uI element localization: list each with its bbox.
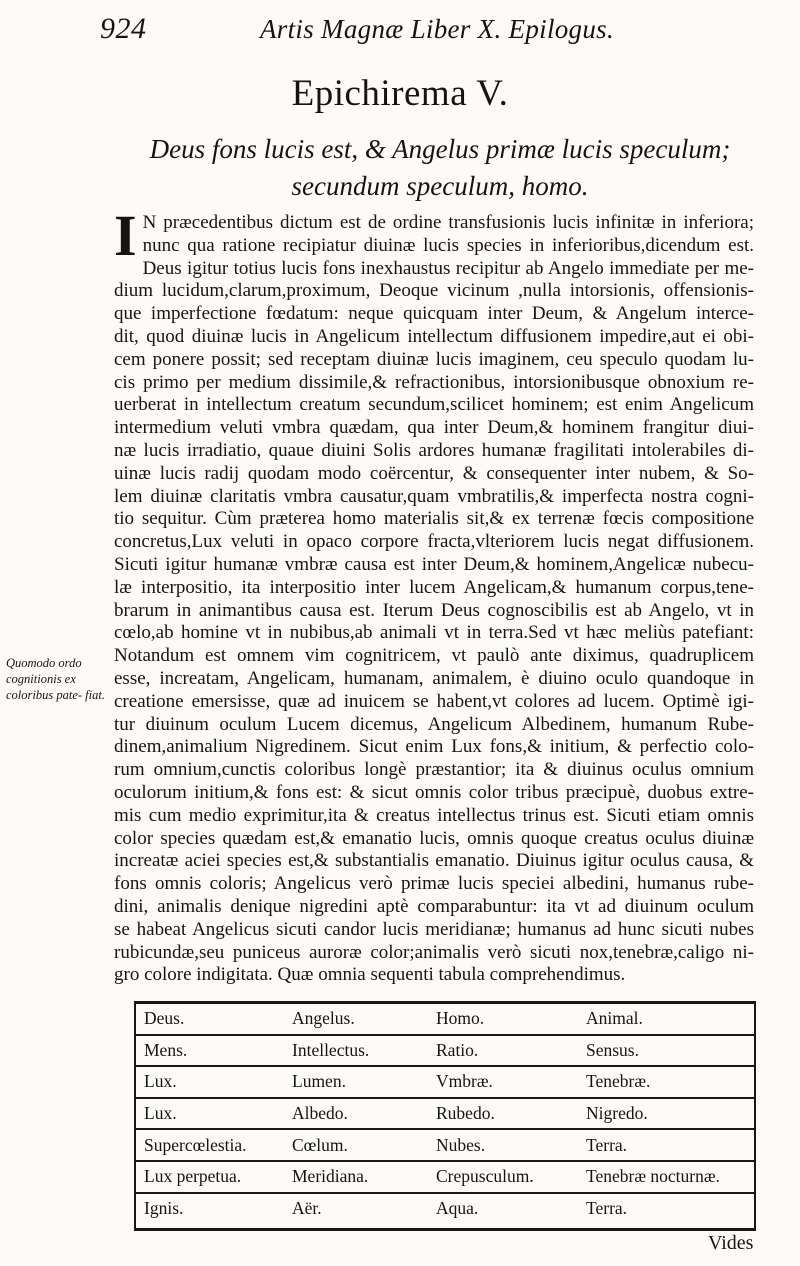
running-title: Artis Magnæ Liber X. Epilogus. [260, 14, 615, 44]
table-cell: Rubedo. [428, 1098, 578, 1130]
table-cell: Terra. [578, 1129, 754, 1161]
table-row [136, 1035, 754, 1067]
body-line: concretus,Lux veluti in opaco corpore fracta,vlteriorem lucis negat diffusionem. [114, 531, 754, 553]
table-cell: Nigredo. [578, 1098, 754, 1130]
table-cell: Nubes. [428, 1129, 578, 1161]
body-line: dinem,animalium Nigredinem. Sicut enim Lux fons,& initium, & perfectio colo- [114, 736, 754, 758]
body-line: color species quædam est,& emanatio lucis, omnis quoque creatus oculus diuinæ [114, 827, 754, 849]
table-cell: Lux. [136, 1066, 284, 1098]
table-row [136, 1004, 754, 1035]
table-cell: Terra. [586, 1197, 628, 1218]
chapter-title: Epichirema V. [291, 73, 509, 114]
table-cell: Supercœlestia. [136, 1129, 284, 1161]
table-cell: Aër. [292, 1197, 322, 1218]
body-line: cem ponere possit; sed receptam diuinæ lucis imaginem, ceu speculo quodam lu- [114, 348, 754, 370]
table-cell: Albedo. [284, 1098, 428, 1130]
body-line: cœlo,ab homine vt in nubibus,ab animali vt in terra.Sed vt hæc meliùs patefiant: [114, 622, 754, 644]
body-line: uerberat in intellectum creatum secundum,scilicet hominem; est enim Angelicum [114, 394, 754, 416]
table-cell: Tenebræ nocturnæ. [578, 1161, 754, 1193]
drop-cap: I [114, 203, 137, 268]
body-line: rubicundæ,seu puniceus auroræ color;animalis verò sicuti nox,tenebræ,caligo ni- [114, 941, 754, 963]
table-cell: Crepusculum. [428, 1161, 578, 1193]
table-cell: Deus. [136, 1004, 284, 1035]
table-cell: Lux perpetua. [136, 1161, 284, 1193]
table-cell: Sensus. [578, 1035, 754, 1067]
body-line: mis cum medio exprimitur,ita & creatus intellectus trinus est. Sicuti etiam omnis [114, 804, 754, 826]
table-cell: Vmbræ. [428, 1066, 578, 1098]
body-text [114, 203, 754, 987]
table-cell: Mens. [136, 1035, 284, 1067]
body-line: gro colore indigitata. Quæ omnia sequenti tabula comprehendimus. [114, 964, 626, 986]
thesis-statement [100, 131, 780, 205]
body-line: nunc qua ratione recipiatur diuinæ lucis species in inferioribus,dicendum est. [142, 234, 754, 256]
table-cell: Ignis. [144, 1197, 184, 1218]
table-cell: Intellectus. [284, 1035, 428, 1067]
color-table [136, 1004, 754, 1223]
body-line: rum omnium,cunctis coloribus longè præstantior; ita & diuinus oculus omnium [114, 759, 754, 781]
body-line: esse, increatam, Angelicam, humanam, animalem, è diuino oculo quandoque in [114, 667, 754, 689]
body-line: se habeat Angelicus sicuti candor lucis meridianæ; humanus ad hunc sicuti nubes [114, 918, 754, 940]
body-line: dini, animalis denique nigredini aptè comparabuntur: ita vt ad diuinum oculum [114, 895, 754, 917]
body-line: fons omnis coloris; Angelicus verò primæ lucis speciei albedini, humanus rube- [114, 873, 754, 895]
body-line: brarum in animantibus causa est. Iterum Deus cognoscibilis est ab Angelo, vt in [114, 599, 754, 621]
body-line: næ lucis irradiatio, quaue diuini Solis ardores humanæ fragilitati intolerabiles di- [114, 439, 754, 461]
table-cell: Lux. [136, 1098, 284, 1130]
body-line: N præcedentibus dictum est de ordine transfusionis lucis infinitæ in inferiora; [142, 212, 754, 233]
body-line: dium lucidum,clarum,proximum, Deoque vicinum ,nulla intorsionis, offensionis- [114, 280, 754, 302]
body-line: increatæ aciei species est,& substantialis emanatio. Diuinus igitur oculus causa, & [114, 850, 754, 872]
body-line: lem diuinæ claritatis vmbra causatur,quam vmbratilis,& imperfecta nostra cogni- [114, 485, 754, 507]
body-line: que imperfectione fœdatum: neque quicquam inter Deum, & Angelum interce- [114, 303, 754, 325]
table-row [136, 1193, 754, 1224]
body-line: intermedium veluti vmbra quædam, qua inter Deum,& hominem frangitur diui- [114, 417, 754, 439]
table-row [136, 1161, 754, 1193]
running-head [100, 12, 760, 52]
body-line: tio sequitur. Cùm præterea homo materialis sit,& ex terrenæ fœcis compositione [114, 508, 754, 530]
table-cell: Ratio. [428, 1035, 578, 1067]
table-cell: Angelus. [284, 1004, 428, 1035]
page-number: 924 [100, 12, 147, 45]
body-line: uinæ lucis radij quodam modo coërcentur, & consequenter inter nubem, & So- [114, 462, 754, 484]
table-cell: Meridiana. [284, 1161, 428, 1193]
margin-note: Quomodo ordo cognitionis ex coloribus pate- fiat. [6, 656, 105, 702]
body-line: Deus igitur totius lucis fons inexhaustus recipitur ab Angelo immediate per me- [142, 257, 754, 279]
body-line: creatione emersisse, quæ ad inuicem se habent,vt colores ad lucem. Optimè igi- [114, 690, 754, 712]
thesis-line-2: secundum speculum, homo. [291, 171, 589, 201]
body-line: cis primo per medium dissimile,& refractionibus, intorsionibusque obnoxium re- [114, 371, 754, 393]
body-line: Sicuti igitur humanæ vmbræ causa est inter Deum,& hominem,Angelicæ nubecu- [114, 553, 754, 575]
table-row [136, 1129, 754, 1161]
catchword: Vides [708, 1232, 754, 1254]
table-cell: Animal. [578, 1004, 754, 1035]
body-line: Notandum est omnem vim cognitricem, vt paulò ante diximus, quadruplicem [114, 645, 754, 667]
table-cell: Tenebræ. [578, 1066, 754, 1098]
table-row [136, 1066, 754, 1098]
correspondence-table [134, 1001, 756, 1231]
table-cell: Homo. [428, 1004, 578, 1035]
body-line: tur diuinum oculum Lucem dicemus, Angelicum Albedinem, humanum Rube- [114, 713, 754, 735]
body-line: oculorum initium,& fons est: & sicut omnis color tribus præcipuè, duobus extre- [114, 781, 754, 803]
table-cell: Cœlum. [284, 1129, 428, 1161]
table-cell: Lumen. [284, 1066, 428, 1098]
body-line: dit, quod diuinæ lucis in Angelicum intellectum diffusionem impedire,aut ei obi- [114, 325, 754, 347]
table-row [136, 1098, 754, 1130]
body-line: læ interpositio, ita interpositio inter lucem Angelicam,& humanum corpus,tene- [114, 576, 754, 598]
table-cell: Aqua. [436, 1197, 479, 1218]
thesis-line-1: Deus fons lucis est, & Angelus primæ lucis speculum; [149, 134, 731, 164]
